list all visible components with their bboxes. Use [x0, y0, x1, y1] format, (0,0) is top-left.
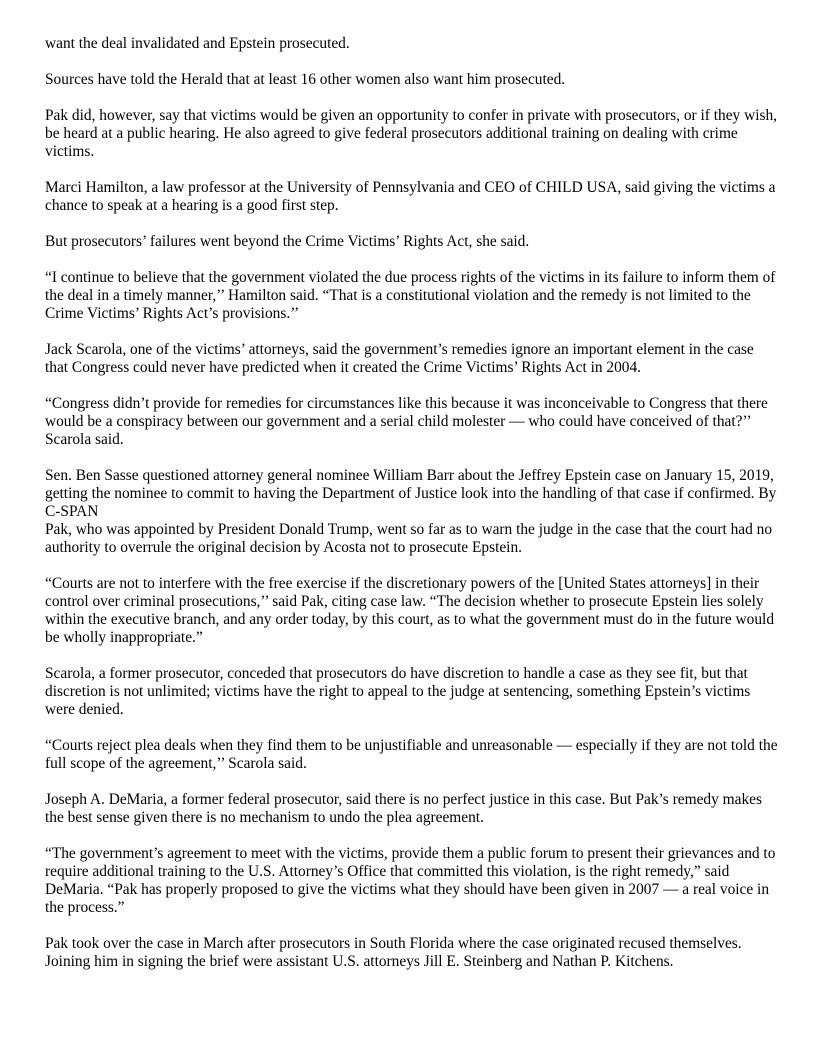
paragraph-hamilton-quote: “I continue to believe that the government violated the due process rights of the victims in its failure to inform them of the deal in a timely manner,’’ Hamilton said. “That is a constitutional violation and the remedy is not limited to the Crime Victims’ Rights Act’s provisions.’’	[45, 269, 776, 322]
paragraph-sources-herald: Sources have told the Herald that at least 16 other women also want him prosecuted.	[45, 71, 566, 88]
paragraph-scarola-quote-plea: “Courts reject plea deals when they find them to be unjustifiable and unreasonable — especially if they are not told the full scope of the agreement,’’ Scarola said.	[45, 737, 778, 772]
paragraph-scarola-quote-congress: “Congress didn’t provide for remedies for circumstances like this because it was inconceivable to Congress that there would be a conspiracy between our government and a serial child molester — who could have conceived of that?’’ Scarola said.	[45, 395, 768, 448]
paragraph-scarola-discretion: Scarola, a former prosecutor, conceded that prosecutors do have discretion to handle a case as they see fit, but that discretion is not unlimited; victims have the right to appeal to the judge at sentencing, something Epstein’s victims were denied.	[45, 665, 751, 718]
paragraph-prosecutors-failures: But prosecutors’ failures went beyond the Crime Victims’ Rights Act, she said.	[45, 233, 530, 250]
paragraph-demaria-quote: “The government’s agreement to meet with the victims, provide them a public forum to present their grievances and to require additional training to the U.S. Attorney’s Office that committed this violation, is the right remedy,” said DeMaria. “Pak has properly proposed to give the victims what they should have been given in 2007 — a real voice in the process.”	[45, 845, 776, 916]
paragraph-demaria-intro: Joseph A. DeMaria, a former federal prosecutor, said there is no perfect justice in this case. But Pak’s remedy makes the best sense given there is no mechanism to undo the plea agreement.	[45, 791, 762, 826]
paragraph-pak-quote-courts: “Courts are not to interfere with the free exercise if the discretionary powers of the [United States attorneys] in their control over criminal prosecutions,’’ said Pak, citing case law. “The decision whether to prosecute Epstein lies solely within the executive branch, and any order today, by this court, as to what the government must do in the future would be wholly inappropriate.”	[45, 575, 775, 646]
paragraph-pak-took-over: Pak took over the case in March after prosecutors in South Florida where the case originated recused themselves. Joining him in signing the brief were assistant U.S. attorneys Jill E. Steinberg and Nathan P. Kitchens.	[45, 935, 742, 970]
article-body	[45, 35, 780, 989]
paragraph-deal-invalidated: want the deal invalidated and Epstein prosecuted.	[45, 35, 350, 52]
paragraph-pak-trump: Pak, who was appointed by President Donald Trump, went so far as to warn the judge in the case that the court had no authority to overrule the original decision by Acosta not to prosecute Epstein.	[45, 521, 773, 556]
paragraph-hamilton-intro: Marci Hamilton, a law professor at the University of Pennsylvania and CEO of CHILD USA, said giving the victims a chance to speak at a hearing is a good first step.	[45, 179, 776, 214]
video-caption: Sen. Ben Sasse questioned attorney general nominee William Barr about the Jeffrey Epstein case on January 15, 2019, getting the nominee to commit to having the Department of Justice look into the handling of that case if confirmed. By C-SPAN	[45, 467, 777, 520]
paragraph-pak-victims-confer: Pak did, however, say that victims would be given an opportunity to confer in private with prosecutors, or if they wish, be heard at a public hearing. He also agreed to give federal prosecutors additional training on dealing with crime victims.	[45, 107, 778, 160]
paragraph-scarola-intro: Jack Scarola, one of the victims’ attorneys, said the government’s remedies ignore an important element in the case that Congress could never have predicted when it created the Crime Victims’ Rights Act in 2004.	[45, 341, 754, 376]
